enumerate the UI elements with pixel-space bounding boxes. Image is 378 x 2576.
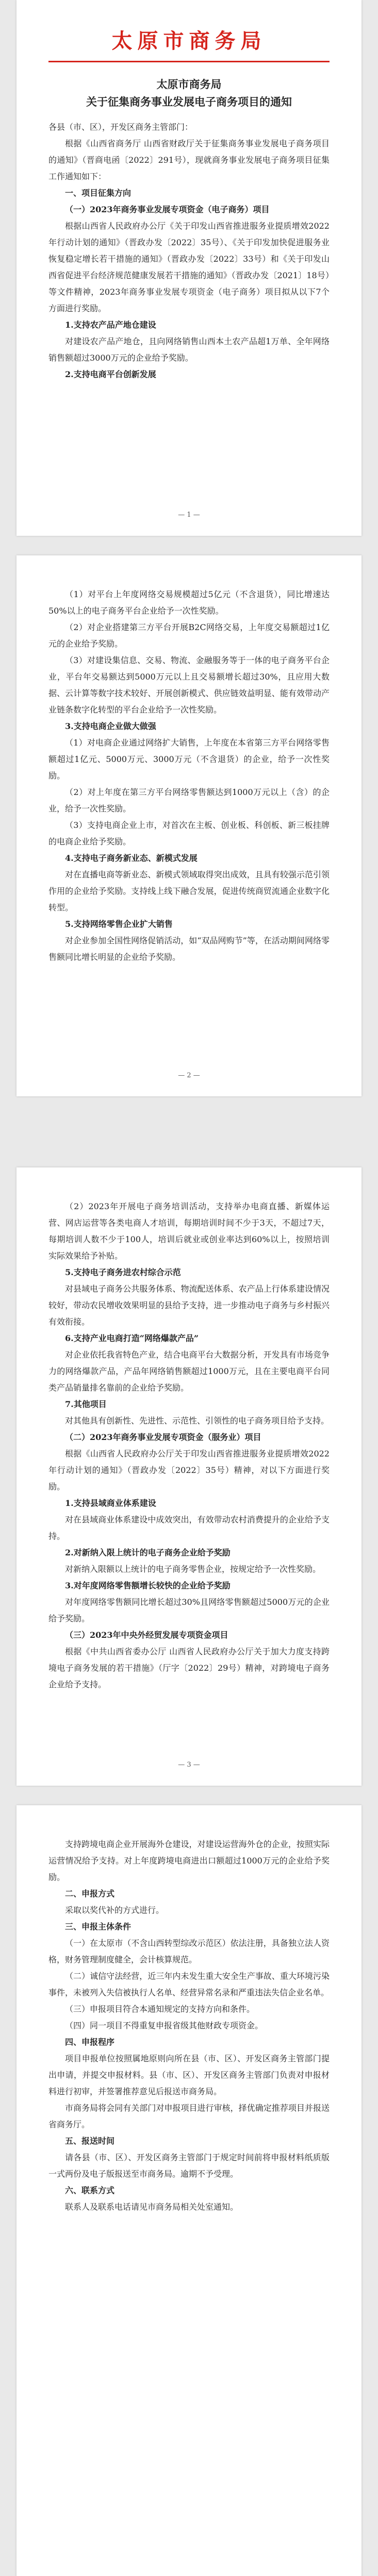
item-heading: 7.其他项目 xyxy=(65,1399,107,1409)
section-heading: 六、联系方式 xyxy=(65,2185,115,2195)
item-heading: 6.支持产业电商打造“网络爆款产品” xyxy=(65,1333,199,1343)
item-heading: 5.支持网络零售企业扩大销售 xyxy=(65,919,173,929)
subsection-heading: （二）2023年商务事业发展专项资金（服务业）项目 xyxy=(65,1432,261,1442)
document-page-2 xyxy=(17,555,361,1096)
paragraph: 对在县域商业体系建设中成效突出，有效带动农村消费提升的企业给予支持。 xyxy=(48,1515,330,1541)
paragraph: 对建设农产品产地仓，且向网络销售山西本土农产品超1万单、全年网络销售额超过3000万元的企业给予奖励。 xyxy=(48,336,330,363)
paragraph: 根据山西省人民政府办公厅《关于印发山西省推进服务业提质增效2022年行动计划的通知》（晋政办发〔2022〕35号）、《关于印发加快促进服务业恢复稳定增长若干措施的通知》（晋政办发〔2022〕33号）和《关于印发山西省促进平台经济规范健康发展若干措施的通知》（晋政办发〔2021〕18号）等文件精神，2023年商务事业发展专项资金（电子商务）项目拟从以下7个方面进行奖励。 xyxy=(48,221,330,313)
section-heading: 五、报送时间 xyxy=(65,2136,115,2146)
item-heading: 4.支持电子商务新业态、新模式发展 xyxy=(65,853,198,863)
page-number: — 3 — xyxy=(178,1761,200,1769)
section-heading: 三、申报主体条件 xyxy=(65,1922,132,1931)
item-heading: 1.支持农产品产地仓建设 xyxy=(65,320,156,330)
item-heading: 5.支持电子商务进农村综合示范 xyxy=(65,1267,181,1277)
salutation: 各县（市、区），开发区商务主管部门： xyxy=(48,122,193,132)
paragraph: 支持跨境电商企业开展海外仓建设，对建设运营海外仓的企业，按照实际运营情况给予支持。对上年度跨境电商进出口额超过1000万元的企业给予奖励。 xyxy=(48,1839,330,1882)
paragraph: 请各县（市、区）、开发区商务主管部门于规定时间前将申报材料纸质版一式两份及电子版报送至市商务局。逾期不予受理。 xyxy=(48,2153,330,2179)
item-heading: 2.对新纳入限上统计的电子商务企业给予奖励 xyxy=(65,1548,231,1557)
paragraph: （2）对企业搭建第三方平台开展B2C网络交易，上年度交易额超过1亿元的企业给予奖励。 xyxy=(48,622,330,649)
paragraph: （二）诚信守法经营，近三年内未发生重大安全生产事故、重大环境污染事件，未被列入失信被执行人名单、经营异常名录和严重违法失信企业名单。 xyxy=(48,1971,330,1997)
paragraph: 对县域电子商务公共服务体系、物流配送体系、农产品上行体系建设情况较好，带动农民增收效果明显的县给予支持，进一步推动电子商务与乡村振兴有效衔接。 xyxy=(48,1284,330,1327)
paragraph: （3）支持电商企业上市，对首次在主板、创业板、科创板、新三板挂牌的电商企业给予奖励。 xyxy=(48,820,330,846)
item-heading: 3.对年度网络零售额增长较快的企业给予奖励 xyxy=(65,1581,231,1590)
title-line-2: 关于征集商务事业发展电子商务项目的通知 xyxy=(86,95,292,108)
paragraph: 联系人及联系电话请见市商务局相关处室通知。 xyxy=(65,2202,239,2212)
paragraph: 根据《山西省人民政府办公厅关于印发山西省推进服务业提质增效2022年行动计划的通知》（晋政办发〔2022〕35号）精神，对以下方面进行奖励。 xyxy=(48,1449,330,1492)
paragraph: 对企业参加全国性网络促销活动，如“双品网购节”等，在活动期间网络零售额同比增长明显的企业给予奖励。 xyxy=(48,936,330,962)
page-number: — 2 — xyxy=(178,1072,200,1079)
paragraph: 采取以奖代补的方式进行。 xyxy=(65,1905,165,1915)
paragraph: （2）2023年开展电子商务培训活动，支持举办电商直播、新媒体运营、网店运营等各类电商人才培训，每期培训时间不少于3天，不超过7天，每期培训人数不少于100人，培训后就业或创业率达到60%以上，按照培训实际效果给予补贴。 xyxy=(48,1201,330,1261)
item-heading: 2.支持电商平台创新发展 xyxy=(65,369,156,379)
document-title xyxy=(48,76,330,111)
document-page-4 xyxy=(17,1805,361,2576)
paragraph: （3）对建设集信息、交易、物流、金融服务等于一体的电子商务平台企业，平台年交易额达到5000万元以上且交易额增长超过30%，且应用大数据、云计算等数字技术较好、开展创新模式、供应链效益明显、能有效带动产业链条数字化转型的平台企业给予一次性奖励。 xyxy=(48,655,330,715)
subsection-heading: （三）2023年中央外经贸发展专项资金项目 xyxy=(65,1630,228,1640)
paragraph: （2）对上年度在第三方平台网络零售额达到1000万元以上（含）的企业，给予一次性奖励。 xyxy=(48,787,330,814)
paragraph: （四）同一项目不得重复申报省级其他财政专项资金。 xyxy=(65,2021,264,2030)
subsection-heading: （一）2023年商务事业发展专项资金（电子商务）项目 xyxy=(65,205,270,214)
paragraph: 根据《中共山西省委办公厅 山西省人民政府办公厅关于加大力度支持跨境电子商务发展的若干措施》（厅字〔2022〕29号）精神，对跨境电子商务企业给予支持。 xyxy=(48,1647,330,1689)
paragraph: 对在直播电商等新业态、新模式领域取得突出成效，且具有较强示范引领作用的企业给予奖励。支持线上线下融合发展，促进传统商贸流通企业数字化转型。 xyxy=(48,870,330,912)
paragraph: 根据《山西省商务厅 山西省财政厅关于征集商务事业发展电子商务项目的通知》（晋商电函〔2022〕291号），现就商务事业发展电子商务项目征集工作通知如下： xyxy=(48,139,330,181)
item-heading: 3.支持电商企业做大做强 xyxy=(65,721,156,731)
paragraph: 对其他具有创新性、先进性、示范性、引领性的电子商务项目给予支持。 xyxy=(65,1416,330,1426)
red-divider xyxy=(48,61,330,62)
paragraph: （一）在太原市（不含山西转型综改示范区）依法注册，具备独立法人资格，财务管理制度健全，会计核算规范。 xyxy=(48,1938,330,1964)
paragraph: （1）对电商企业通过网络扩大销售，上年度在本省第三方平台网络零售额超过1亿元、5000万元、3000万元（不含退货）的企业，给予一次性奖励。 xyxy=(48,738,330,781)
document-page-3 xyxy=(17,1167,361,1786)
section-heading: 二、申报方式 xyxy=(65,1889,115,1899)
paragraph: 对企业依托我省特色产业，结合电商平台大数据分析，开发具有市场竞争力的网络爆款产品，产品年网络销售额超过1000万元，且在主要电商平台同类产品销量排名靠前的企业给予奖励。 xyxy=(48,1350,330,1393)
paragraph: 项目申报单位按照属地原则向所在县（市、区）、开发区商务主管部门提出申请，并提交申报材料。县（市、区）、开发区商务主管部门负责对申报材料进行初审，并签署推荐意见后报送市商务局。 xyxy=(48,2054,330,2096)
paragraph: 市商务局将会同有关部门对申报项目进行审核，择优确定推荐项目并报送省商务厅。 xyxy=(48,2103,330,2129)
item-heading: 1.支持县域商业体系建设 xyxy=(65,1498,156,1508)
paragraph: （1）对平台上年度网络交易规模超过5亿元（不含退货），同比增速达50%以上的电子商务平台企业给予一次性奖励。 xyxy=(48,589,330,616)
masthead: 太原市商务局 xyxy=(111,29,267,53)
paragraph: 对年度网络零售额同比增长超过30%且网络零售额超过5000万元的企业给予奖励。 xyxy=(48,1597,330,1623)
section-heading: 一、项目征集方向 xyxy=(65,188,132,198)
page-number: — 1 — xyxy=(178,511,200,519)
document-page-1 xyxy=(17,0,361,536)
paragraph: 对新纳入限额以上统计的电子商务零售企业，按规定给予一次性奖励。 xyxy=(65,1564,321,1574)
paragraph: （三）申报项目符合本通知规定的支持方向和条件。 xyxy=(65,2004,255,2014)
title-line-1: 太原市商务局 xyxy=(156,78,222,91)
section-heading: 四、申报程序 xyxy=(65,2037,115,2047)
